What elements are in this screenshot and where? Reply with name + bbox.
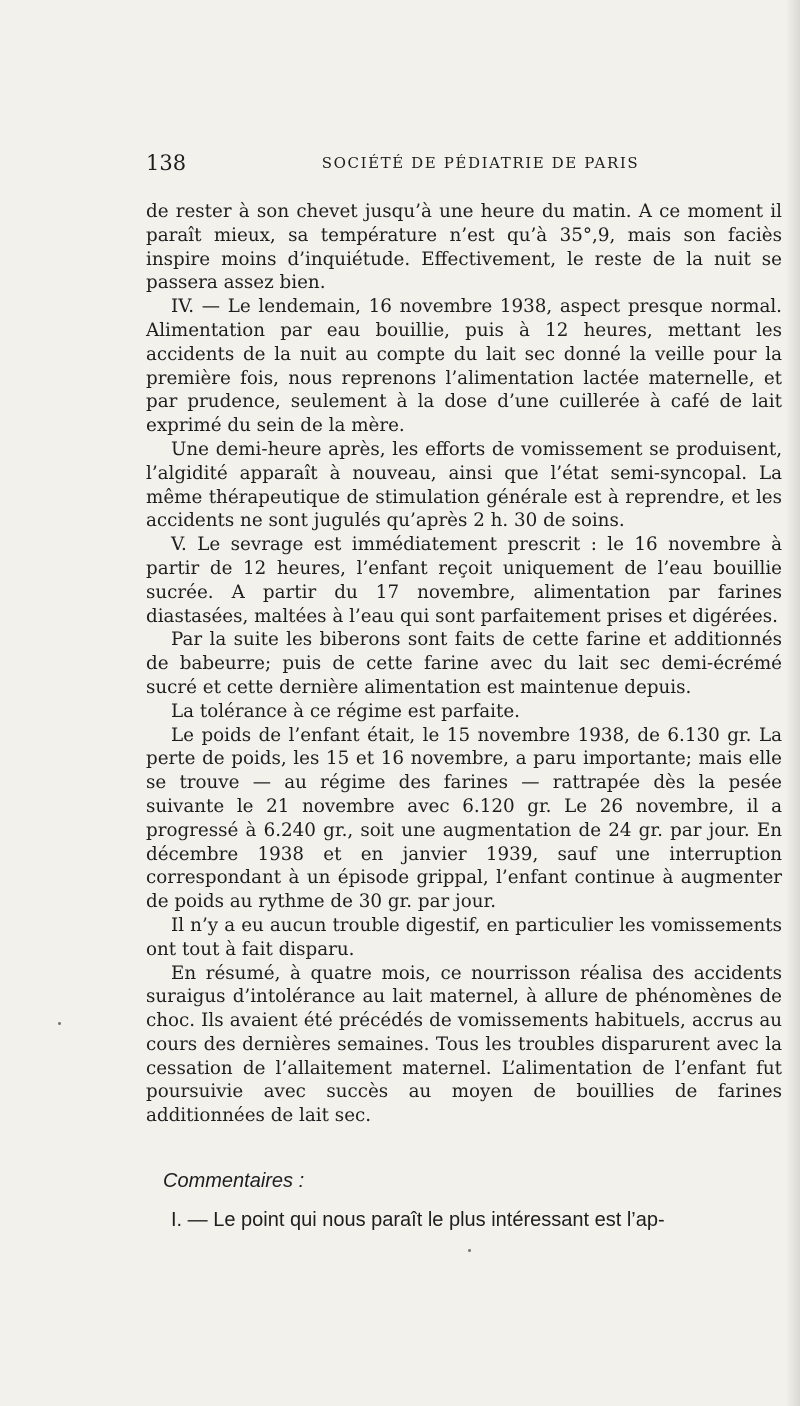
paragraph-no-trouble: Il n’y a eu aucun trouble digestif, en particulier les vomissements ont tout à fait disparu.: [146, 914, 782, 960]
paragraph-summary: En résumé, à quatre mois, ce nourrisson réalisa des accidents suraigus d’intolérance au lait maternel, à allure de phénomènes de choc. Ils avaient été précédés de vomissements habituels, accrus au cours des dernières semaines. Tous les troubles disparurent avec la cessation de l’allaitement maternel. L’alimentation de l’enfant fut poursuivie avec succès au moyen de bouillies de farines additionnées de lait sec.: [146, 962, 782, 1127]
paragraph-iv: IV. — Le lendemain, 16 novembre 1938, aspect presque normal. Alimentation par eau bouillie, puis à 12 heures, mettant les accidents de la nuit au compte du lait sec donné la veille pour la première fois, nous reprenons l’alimentation lactée maternelle, et par prudence, seulement à la dose d’une cuillerée à café de lait exprimé du sein de la mère.: [146, 296, 782, 437]
paragraph-tolerance: La tolérance à ce régime est parfaite.: [171, 700, 520, 722]
page-edge-shadow: [786, 0, 800, 1406]
paragraph-weight: Le poids de l’enfant était, le 15 novembre 1938, de 6.130 gr. La perte de poids, les 15 et 16 novembre, a paru importante; mais elle se trouve — au régime des farines — rattrapée dès la pesée suivante le 21 novembre avec 6.120 gr. Le 26 novembre, il a progressé à 6.240 gr., soit une augmentation de 24 gr. par jour. En décembre 1938 et en janvier 1939, sauf une interruption correspondant à un épisode grippal, l’enfant continue à augmenter de poids au rythme de 30 gr. par jour.: [146, 724, 782, 913]
page-header: [146, 150, 785, 178]
print-speck: [58, 1022, 61, 1025]
page-number: 138: [146, 151, 187, 175]
paragraph-relapse: Une demi-heure après, les efforts de vomissement se produisent, l’algidité apparaît à nouveau, ainsi que l’état semi-syncopal. La même thérapeutique de stimulation générale est à reprendre, et les accidents ne sont jugulés qu’après 2 h. 30 de soins.: [146, 438, 782, 532]
paragraph-bottles: Par la suite les biberons sont faits de cette farine et additionnés de babeurre; puis de cette farine avec du lait sec demi-écrémé sucré et cette dernière alimentation est maintenue depuis.: [146, 629, 782, 698]
print-speck: [468, 1249, 471, 1252]
comments-first-line: I. — Le point qui nous paraît le plus intéressant est l’ap-: [171, 1209, 665, 1231]
running-title: SOCIÉTÉ DE PÉDIATRIE DE PARIS: [321, 154, 640, 172]
paragraph-continuation: de rester à son chevet jusqu’à une heure du matin. A ce moment il paraît mieux, sa température n’est qu’à 35°,9, mais son faciès inspire moins d’inquiétude. Effectivement, le reste de la nuit se passera assez bien.: [146, 201, 782, 294]
comments-heading: Commentaires :: [163, 1170, 305, 1192]
paragraph-v: V. Le sevrage est immédiatement prescrit : le 16 novembre à partir de 12 heures, l’enfant reçoit uniquement de l’eau bouillie sucrée. A partir du 17 novembre, alimentation par farines diastasées, maltées à l’eau qui sont parfaitement prises et digérées.: [146, 534, 782, 627]
body-text: [146, 200, 782, 1128]
